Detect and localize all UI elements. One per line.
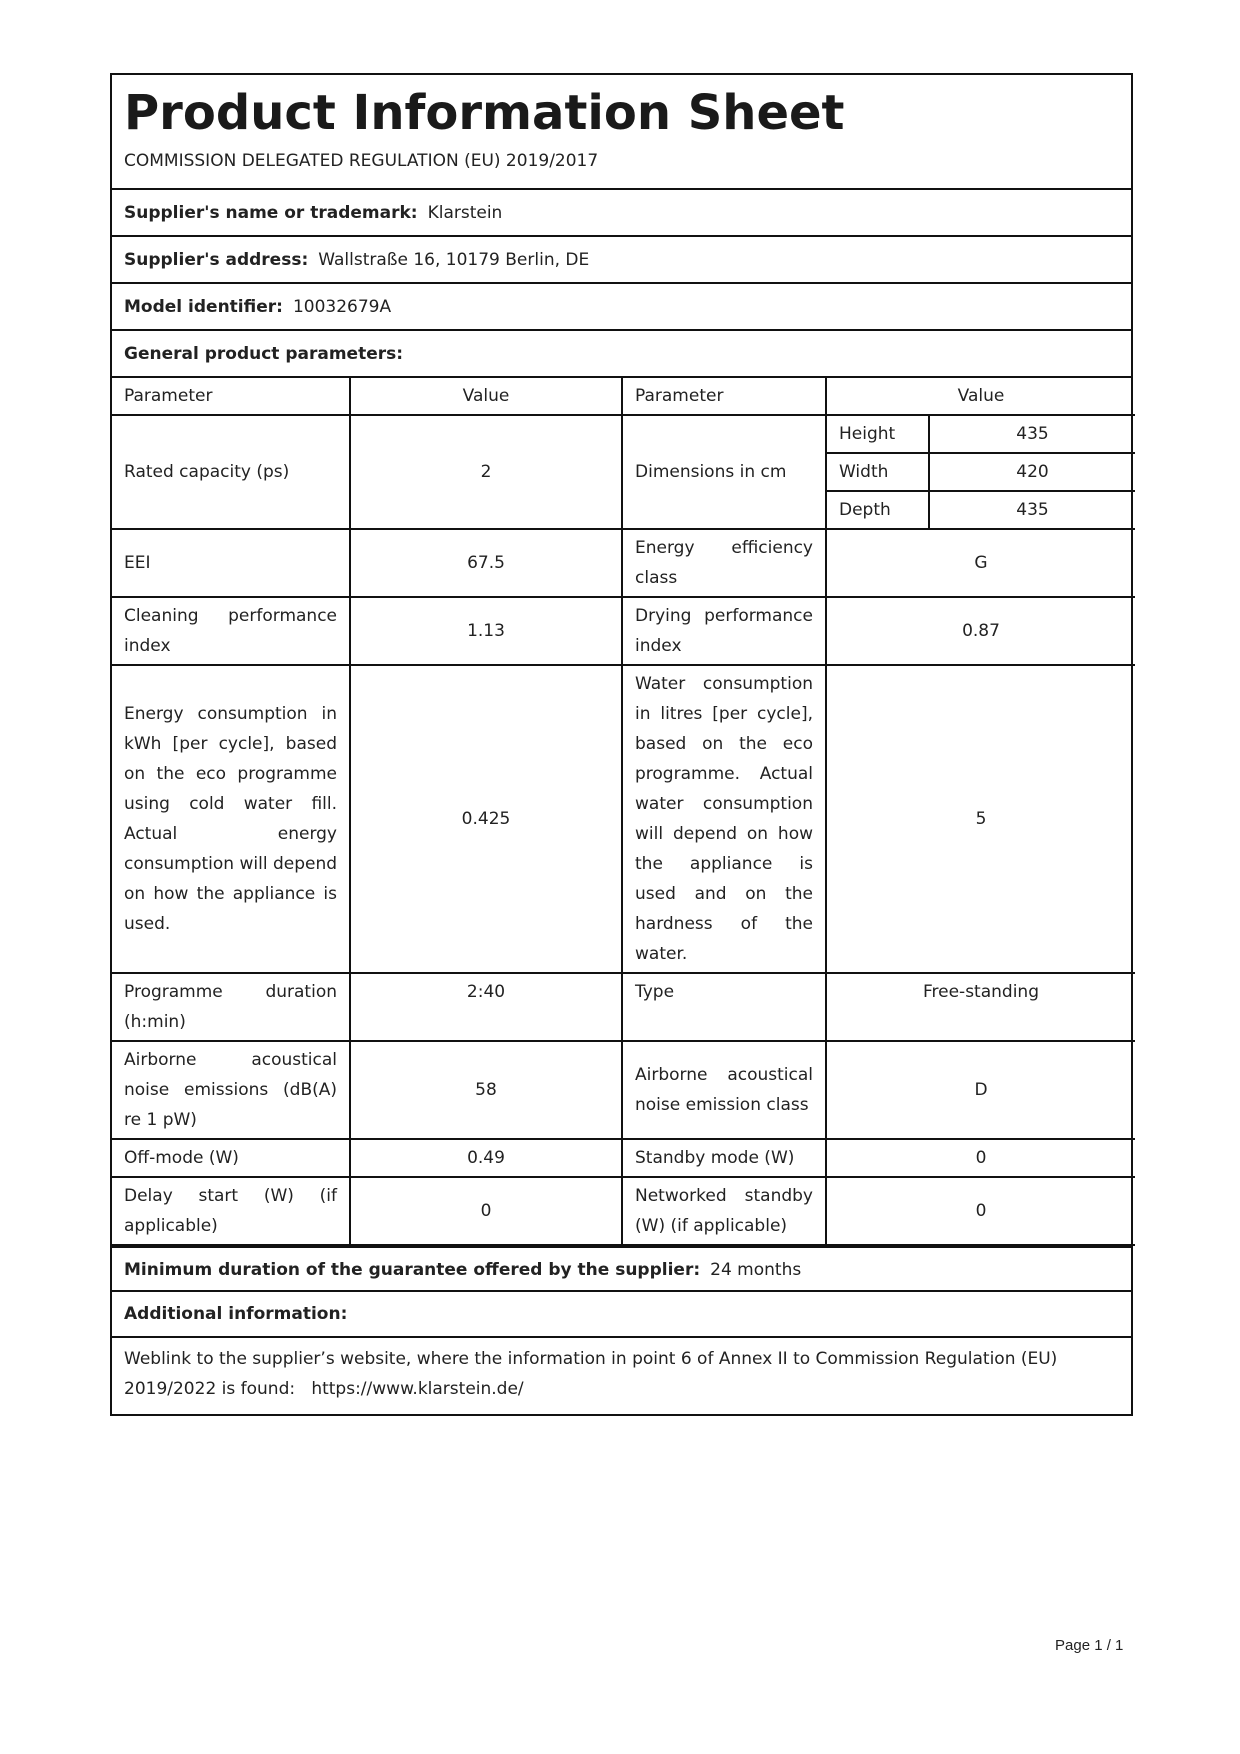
product-information-sheet <box>110 73 1133 1416</box>
table-row <box>112 1041 1135 1139</box>
drying-index-label: Drying performance index <box>622 597 826 665</box>
weblink-text: Weblink to the supplier’s website, where the information in point 6 of Annex II to Commission Regulation (EU) 2019/2022 is found: <box>124 1349 1058 1399</box>
table-row <box>112 529 1135 597</box>
programme-duration-value: 2:40 <box>350 973 622 1041</box>
dimensions-label: Dimensions in cm <box>622 415 826 529</box>
weblink-url[interactable]: https://www.klarstein.de/ <box>311 1379 524 1399</box>
type-value: Free-standing <box>826 973 1135 1041</box>
networked-standby-label: Networked standby (W) (if applicable) <box>622 1177 826 1245</box>
guarantee-label: Minimum duration of the guarantee offered by the supplier: <box>124 1260 701 1280</box>
table-row <box>112 973 1135 1041</box>
page-number: Page 1 / 1 <box>1055 1637 1124 1654</box>
model-identifier-row <box>112 284 1131 331</box>
depth-value: 435 <box>929 491 1135 529</box>
noise-class-value: D <box>826 1041 1135 1139</box>
general-parameters-row <box>112 331 1131 378</box>
table-row <box>112 1177 1135 1245</box>
column-header: Value <box>350 378 622 415</box>
supplier-name-value: Klarstein <box>427 203 503 223</box>
height-label: Height <box>826 415 929 453</box>
noise-emissions-label: Airborne acoustical noise emissions (dB(A) re 1 pW) <box>112 1041 350 1139</box>
width-label: Width <box>826 453 929 491</box>
noise-class-label: Airborne acoustical noise emission class <box>622 1041 826 1139</box>
model-identifier-label: Model identifier: <box>124 297 283 317</box>
table-row <box>112 415 1135 453</box>
page-title: Product Information Sheet <box>124 85 845 141</box>
off-mode-value: 0.49 <box>350 1139 622 1177</box>
cleaning-index-label: Cleaning performance index <box>112 597 350 665</box>
column-header: Parameter <box>622 378 826 415</box>
delay-start-label: Delay start (W) (if applicable) <box>112 1177 350 1245</box>
energy-class-value: G <box>826 529 1135 597</box>
weblink-row <box>112 1338 1131 1414</box>
eei-label: EEI <box>112 529 350 597</box>
standby-label: Standby mode (W) <box>622 1139 826 1177</box>
off-mode-label: Off-mode (W) <box>112 1139 350 1177</box>
rated-capacity-label: Rated capacity (ps) <box>112 415 350 529</box>
table-header-row <box>112 378 1135 415</box>
model-identifier-value: 10032679A <box>292 297 392 317</box>
title-section <box>112 75 1131 190</box>
noise-emissions-value: 58 <box>350 1041 622 1139</box>
guarantee-value: 24 months <box>710 1260 802 1280</box>
supplier-name-row <box>112 190 1131 237</box>
parameters-table <box>112 378 1135 1246</box>
water-consumption-label: Water consumption in litres [per cycle], based on the eco programme. Actual water consumption will depend on how the appliance is used and on the hardness of the water. <box>622 665 826 973</box>
guarantee-row <box>112 1246 1131 1292</box>
rated-capacity-value: 2 <box>350 415 622 529</box>
supplier-address-value: Wallstraße 16, 10179 Berlin, DE <box>318 250 590 270</box>
eei-value: 67.5 <box>350 529 622 597</box>
drying-index-value: 0.87 <box>826 597 1135 665</box>
table-row <box>112 665 1135 973</box>
table-row <box>112 597 1135 665</box>
regulation-subtitle: COMMISSION DELEGATED REGULATION (EU) 2019/2017 <box>124 151 599 171</box>
depth-label: Depth <box>826 491 929 529</box>
supplier-address-row <box>112 237 1131 284</box>
water-consumption-value: 5 <box>826 665 1135 973</box>
energy-consumption-value: 0.425 <box>350 665 622 973</box>
additional-info-label: Additional information: <box>124 1304 348 1324</box>
standby-value: 0 <box>826 1139 1135 1177</box>
energy-class-label: Energy efficiency class <box>622 529 826 597</box>
programme-duration-label: Programme duration (h:min) <box>112 973 350 1041</box>
general-parameters-label: General product parameters: <box>124 344 404 364</box>
additional-info-row <box>112 1292 1131 1338</box>
column-header: Value <box>826 378 1135 415</box>
height-value: 435 <box>929 415 1135 453</box>
networked-standby-value: 0 <box>826 1177 1135 1245</box>
column-header: Parameter <box>112 378 350 415</box>
type-label: Type <box>622 973 826 1041</box>
table-row <box>112 1139 1135 1177</box>
supplier-address-label: Supplier's address: <box>124 250 309 270</box>
cleaning-index-value: 1.13 <box>350 597 622 665</box>
energy-consumption-label: Energy consumption in kWh [per cycle], based on the eco programme using cold water fill. Actual energy consumption will depend on how the appliance is used. <box>112 665 350 973</box>
width-value: 420 <box>929 453 1135 491</box>
delay-start-value: 0 <box>350 1177 622 1245</box>
supplier-name-label: Supplier's name or trademark: <box>124 203 418 223</box>
